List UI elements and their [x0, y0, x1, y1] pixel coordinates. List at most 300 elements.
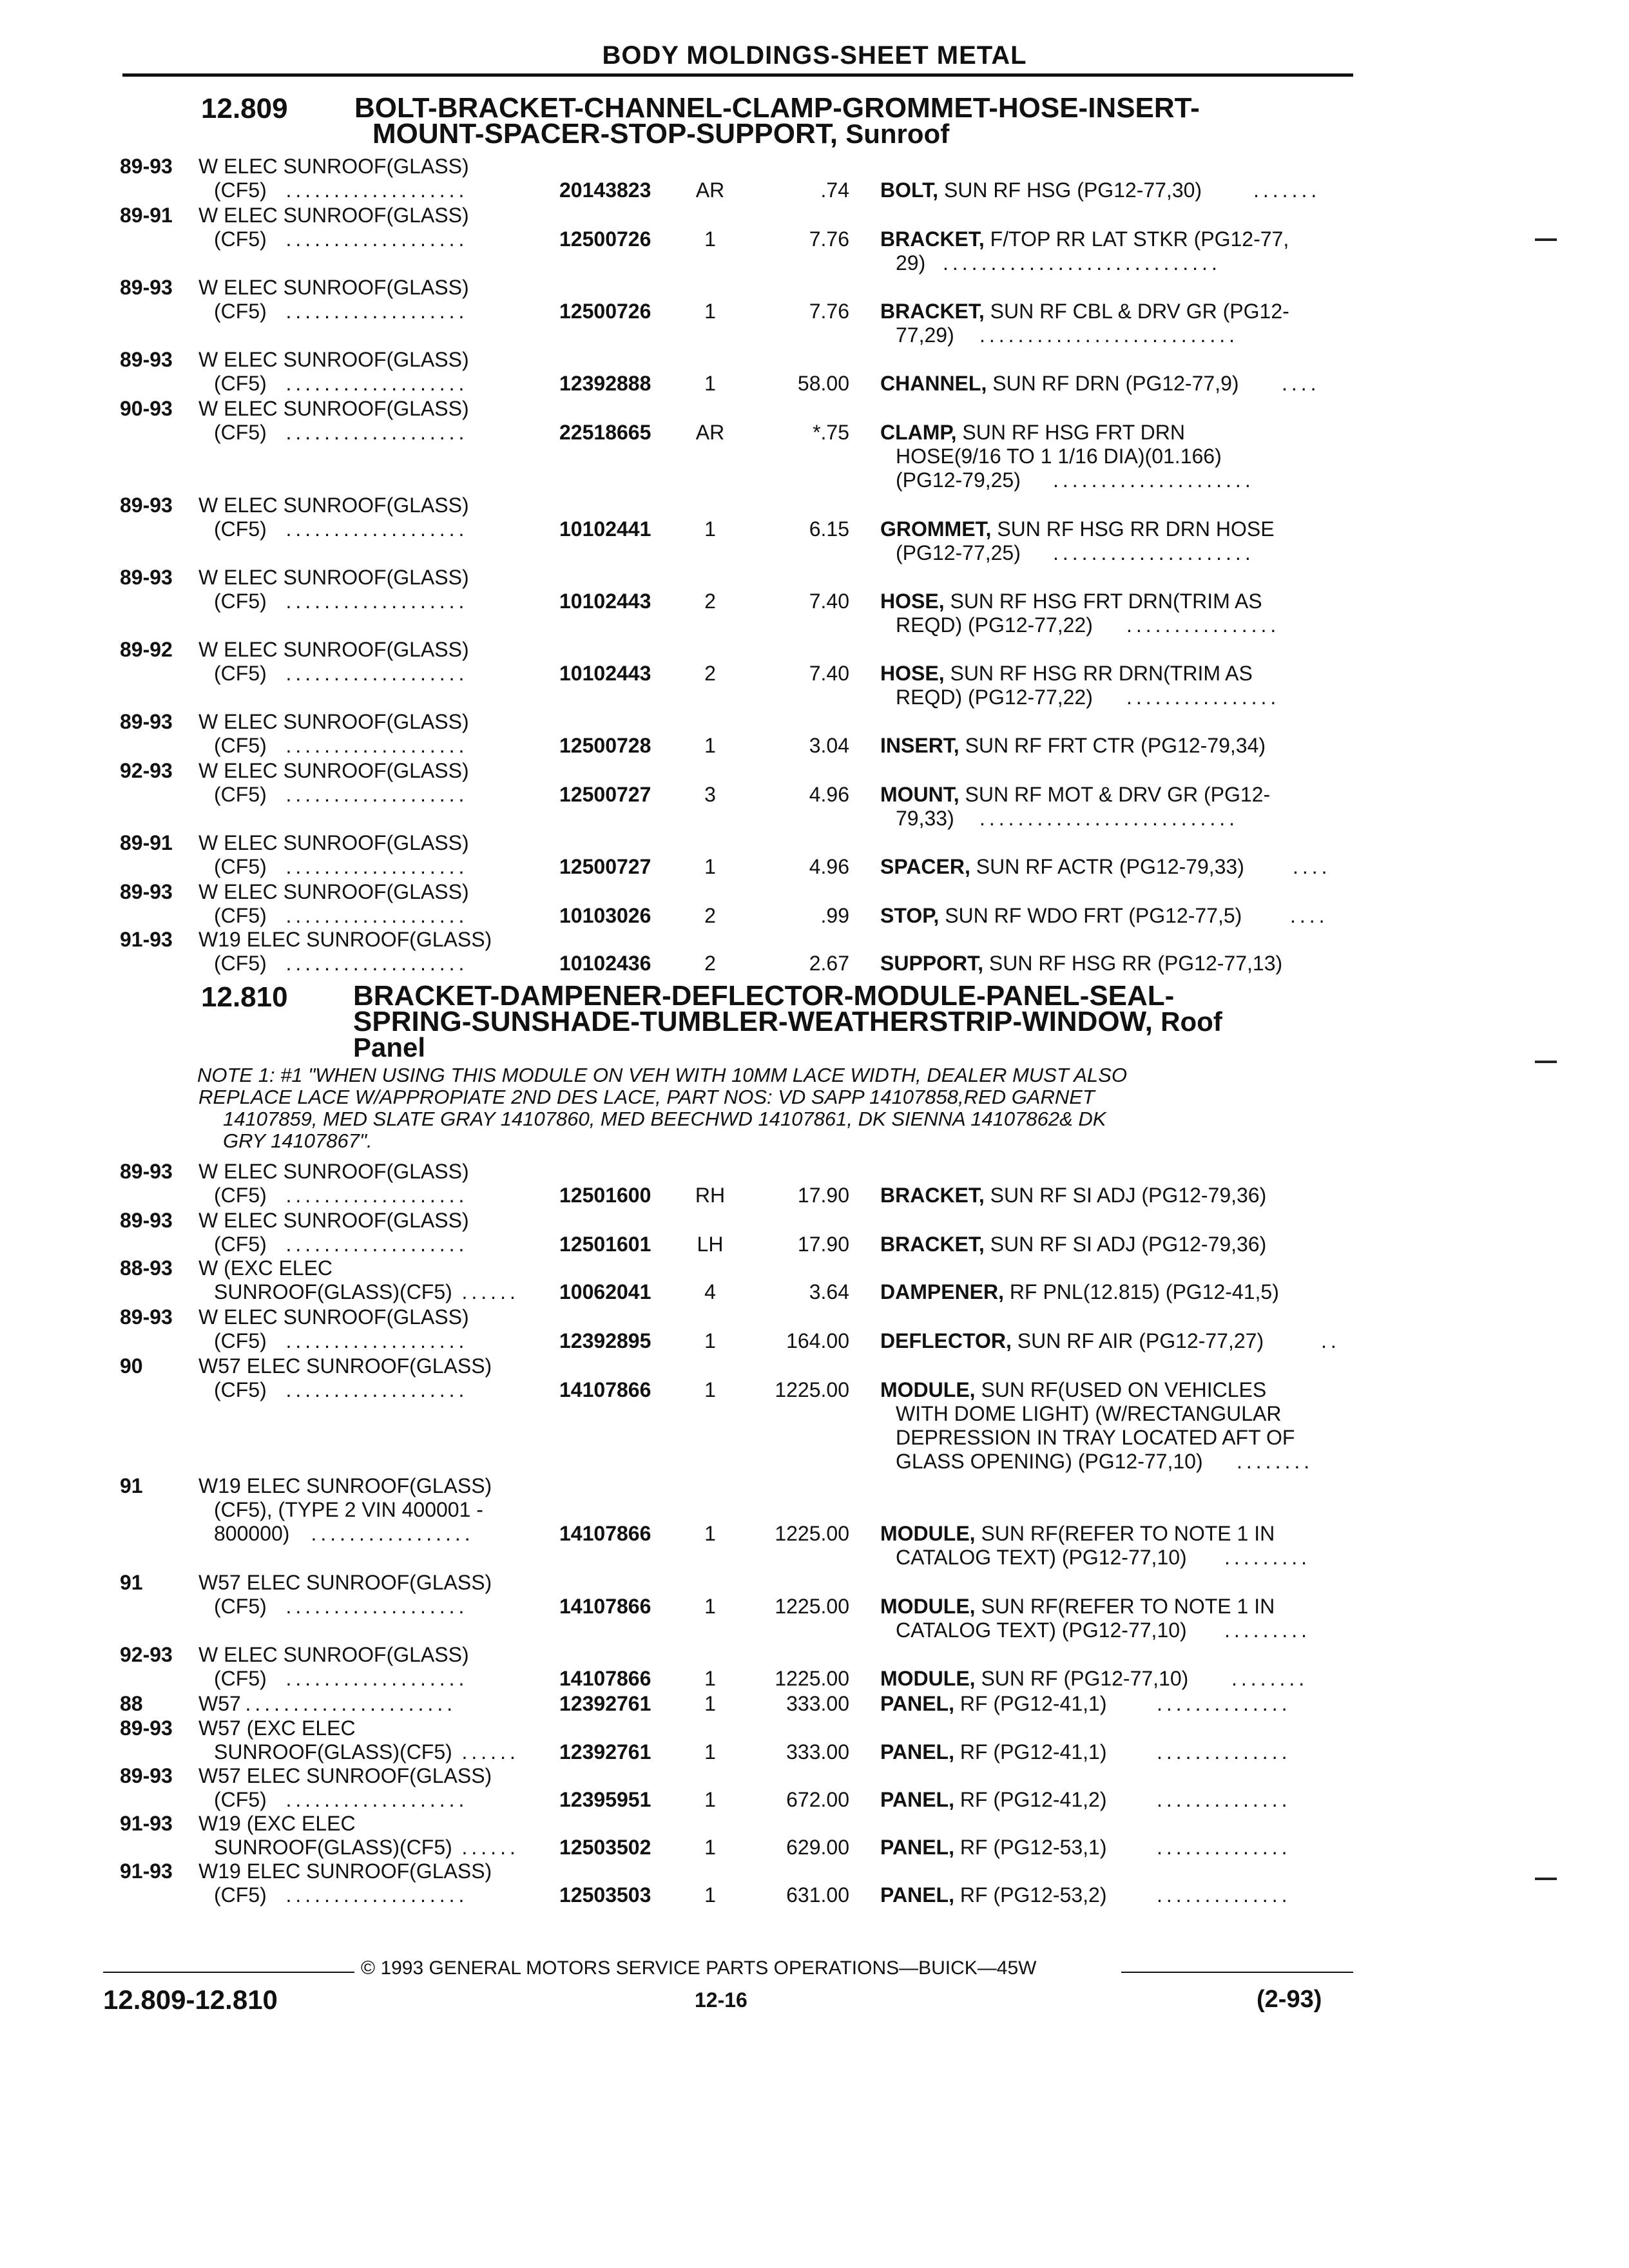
model-years: 88-93 [120, 1256, 173, 1280]
quantity: 2 [704, 662, 716, 685]
model-years: 89-91 [120, 831, 173, 854]
part-name: PANEL, [880, 1883, 954, 1907]
application-text: SUNROOF(GLASS)(CF5) [214, 1740, 452, 1763]
part-description [880, 1595, 1275, 1619]
part-name: CLAMP, [880, 421, 957, 444]
model-years: 90 [120, 1354, 143, 1378]
description-text: 79,33) [896, 807, 954, 830]
leader-dots: ...... [461, 1280, 519, 1303]
model-years: 92-93 [120, 1643, 173, 1666]
part-description [880, 372, 1239, 396]
model-years: 89-93 [120, 276, 173, 299]
application-text: W ELEC SUNROOF(GLASS) [198, 276, 469, 299]
part-description [880, 1233, 1266, 1256]
quantity: AR [695, 178, 725, 202]
price: 1225.00 [775, 1378, 849, 1401]
leader-dots: ................... [285, 952, 468, 975]
description-text: RF (PG12-53,2) [959, 1883, 1107, 1907]
leader-dots: ................... [285, 1184, 468, 1207]
leader-dots: ................... [285, 1329, 468, 1352]
part-description [880, 1329, 1264, 1353]
part-description [880, 855, 1244, 879]
model-years: 91 [120, 1571, 143, 1594]
leader-dots: ................... [285, 662, 468, 685]
leader-dots: ......... [1224, 1546, 1311, 1569]
price: 4.96 [809, 783, 849, 806]
quantity: 1 [704, 1836, 716, 1859]
part-number: 12501600 [559, 1184, 651, 1207]
quantity: 1 [704, 1667, 716, 1690]
leader-dots: .... [1293, 855, 1331, 878]
application-text: (CF5) [214, 372, 267, 395]
section-title [353, 980, 1222, 1062]
description-text: GLASS OPENING) (PG12-77,10) [896, 1450, 1203, 1473]
leader-dots: ................... [285, 1233, 468, 1256]
description-text: (PG12-79,25) [896, 468, 1021, 492]
application-text: SUNROOF(GLASS)(CF5) [214, 1280, 452, 1303]
application-text: W19 (EXC ELEC [198, 1812, 356, 1835]
part-name: PANEL, [880, 1836, 954, 1859]
quantity: 1 [704, 1329, 716, 1352]
part-number: 10102443 [559, 590, 651, 613]
application-text: W ELEC SUNROOF(GLASS) [198, 204, 469, 227]
application-text: SUNROOF(GLASS)(CF5) [214, 1836, 452, 1859]
leader-dots: ................... [285, 734, 468, 757]
part-description [880, 227, 1289, 251]
leader-dots: ........ [1231, 1667, 1309, 1690]
quantity: 1 [704, 1378, 716, 1401]
description-text: SUN RF WDO FRT (PG12-77,5) [945, 904, 1242, 927]
description-text: SUN RF MOT & DRV GR (PG12- [965, 783, 1271, 806]
part-number: 12500726 [559, 227, 651, 251]
application-text: W ELEC SUNROOF(GLASS) [198, 1209, 469, 1232]
description-text: SUN RF (PG12-77,10) [981, 1667, 1189, 1690]
leader-dots: ...................... [245, 1692, 457, 1715]
part-number: 10062041 [559, 1280, 651, 1303]
application-text: W ELEC SUNROOF(GLASS) [198, 1643, 469, 1666]
model-years: 89-93 [120, 880, 173, 903]
leader-dots: .............. [1157, 1788, 1291, 1811]
quantity: 1 [704, 517, 716, 541]
part-number: 12392761 [559, 1692, 651, 1715]
leader-dots: .... [1282, 372, 1320, 395]
application-text: (CF5) [214, 300, 267, 323]
part-number: 12500726 [559, 300, 651, 323]
part-name: BRACKET, [880, 227, 985, 251]
application-text: W ELEC SUNROOF(GLASS) [198, 397, 469, 420]
leader-dots: ................... [285, 178, 468, 202]
description-text: SUN RF ACTR (PG12-79,33) [976, 855, 1244, 878]
part-number: 12395951 [559, 1788, 651, 1811]
part-name: HOSE, [880, 590, 945, 613]
part-description [880, 1836, 1106, 1860]
part-name: PANEL, [880, 1788, 954, 1811]
leader-dots: ................... [285, 1883, 468, 1907]
application-text: (CF5) [214, 1883, 267, 1907]
application-text: (CF5) [214, 783, 267, 806]
leader-dots: .............. [1157, 1692, 1291, 1715]
leader-dots: .. [1321, 1329, 1340, 1352]
margin-mark [1535, 1061, 1557, 1063]
part-number: 14107866 [559, 1667, 651, 1690]
price: 17.90 [797, 1233, 849, 1256]
part-number: 14107866 [559, 1595, 651, 1618]
model-years: 89-93 [120, 494, 173, 517]
part-name: MODULE, [880, 1667, 976, 1690]
part-number: 10103026 [559, 904, 651, 927]
application-text: (CF5) [214, 1184, 267, 1207]
footer-section-range: 12.809-12.810 [103, 1984, 278, 2015]
application-text: W57 ELEC SUNROOF(GLASS) [198, 1764, 492, 1787]
application-text: (CF5) [214, 421, 267, 444]
leader-dots: ................... [285, 904, 468, 927]
section-title-line: SPRING-SUNSHADE-TUMBLER-WEATHERSTRIP-WINDOW, [353, 1006, 1153, 1037]
description-text: SUN RF SI ADJ (PG12-79,36) [990, 1184, 1267, 1207]
leader-dots: .............. [1157, 1883, 1291, 1907]
model-years: 91 [120, 1474, 143, 1497]
price: 3.04 [809, 734, 849, 757]
part-name: CHANNEL, [880, 372, 987, 395]
model-years: 89-92 [120, 638, 173, 661]
model-years: 89-91 [120, 204, 173, 227]
leader-dots: ....... [1253, 178, 1321, 202]
section-title-line: BOLT-BRACKET-CHANNEL-CLAMP-GROMMET-HOSE-INSERT- [354, 92, 1200, 124]
leader-dots: ................ [1126, 613, 1280, 637]
part-description [880, 1378, 1266, 1402]
application-text: W ELEC SUNROOF(GLASS) [198, 638, 469, 661]
description-text: SUN RF HSG FRT DRN [962, 421, 1185, 444]
part-number: 22518665 [559, 421, 651, 444]
application-text: (CF5) [214, 1233, 267, 1256]
price: 1225.00 [775, 1595, 849, 1618]
quantity: 4 [704, 1280, 716, 1303]
price: 164.00 [786, 1329, 849, 1352]
application-text: W19 ELEC SUNROOF(GLASS) [198, 928, 492, 951]
part-name: PANEL, [880, 1740, 954, 1763]
quantity: 1 [704, 1522, 716, 1545]
price: 333.00 [786, 1740, 849, 1763]
application-text: W57 [198, 1692, 241, 1715]
part-description [880, 421, 1185, 445]
price: 7.40 [809, 590, 849, 613]
section-title-line: BRACKET-DAMPENER-DEFLECTOR-MODULE-PANEL-SEAL- [353, 980, 1175, 1012]
part-name: GROMMET, [880, 517, 992, 541]
application-text: W (EXC ELEC [198, 1256, 333, 1280]
part-number: 12500727 [559, 855, 651, 878]
description-text: RF (PG12-53,1) [959, 1836, 1107, 1859]
description-text: F/TOP RR LAT STKR (PG12-77, [990, 227, 1289, 251]
application-text: (CF5) [214, 1595, 267, 1618]
quantity: 1 [704, 1692, 716, 1715]
model-years: 89-93 [120, 1764, 173, 1787]
part-name: INSERT, [880, 734, 959, 757]
application-text: W ELEC SUNROOF(GLASS) [198, 710, 469, 733]
description-text: RF PNL(12.815) (PG12-41,5) [1009, 1280, 1279, 1303]
part-name: BOLT, [880, 178, 939, 202]
application-text: (CF5) [214, 734, 267, 757]
leader-dots: ................... [285, 517, 468, 541]
model-years: 89-93 [120, 1160, 173, 1183]
application-text: W ELEC SUNROOF(GLASS) [198, 831, 469, 854]
leader-dots: ............................. [943, 251, 1221, 274]
price: 672.00 [786, 1788, 849, 1811]
part-number: 12500728 [559, 734, 651, 757]
quantity: 1 [704, 734, 716, 757]
leader-dots: ................... [285, 855, 468, 878]
part-number: 14107866 [559, 1378, 651, 1401]
leader-dots: ........................... [979, 323, 1239, 347]
description-text: 77,29) [896, 323, 954, 347]
leader-dots: ...... [461, 1836, 519, 1859]
part-number: 20143823 [559, 178, 651, 202]
part-description [880, 1883, 1106, 1907]
application-text: W57 (EXC ELEC [198, 1716, 356, 1740]
price: 629.00 [786, 1836, 849, 1859]
application-text: W ELEC SUNROOF(GLASS) [198, 348, 469, 371]
description-text: (PG12-77,25) [896, 541, 1021, 564]
description-text: 29) [896, 251, 926, 274]
model-years: 91-93 [120, 928, 173, 951]
price: 4.96 [809, 855, 849, 878]
quantity: 1 [704, 1883, 716, 1907]
model-years: 91-93 [120, 1812, 173, 1835]
application-text: (CF5) [214, 1378, 267, 1401]
part-description [880, 590, 1262, 613]
description-text: SUN RF HSG RR DRN HOSE [997, 517, 1275, 541]
part-description [880, 1692, 1106, 1716]
footer-rule [1121, 1972, 1353, 1973]
price: 1225.00 [775, 1522, 849, 1545]
quantity: AR [695, 421, 725, 444]
description-text: SUN RF(REFER TO NOTE 1 IN [981, 1522, 1275, 1545]
part-number: 12501601 [559, 1233, 651, 1256]
quantity: 2 [704, 904, 716, 927]
description-text: SUN RF(USED ON VEHICLES [981, 1378, 1267, 1401]
leader-dots: ......... [1224, 1619, 1311, 1642]
leader-dots: ................... [285, 590, 468, 613]
part-number: 10102443 [559, 662, 651, 685]
application-text: (CF5) [214, 178, 267, 202]
note-line: REPLACE LACE W/APPROPIATE 2ND DES LACE, PART NOS: VD SAPP 14107858,RED GARNET [198, 1086, 1095, 1108]
part-description [880, 300, 1289, 323]
application-text: (CF5) [214, 1788, 267, 1811]
part-description [880, 1522, 1275, 1546]
application-text: W ELEC SUNROOF(GLASS) [198, 494, 469, 517]
section-title-suffix: Roof [1161, 1006, 1222, 1037]
description-text: RF (PG12-41,1) [959, 1740, 1107, 1763]
part-description [880, 904, 1242, 928]
page-header-title: BODY MOLDINGS-SHEET METAL [602, 41, 1027, 70]
part-number: 12392895 [559, 1329, 651, 1352]
description-text: CATALOG TEXT) (PG12-77,10) [896, 1619, 1187, 1642]
application-text: (CF5) [214, 904, 267, 927]
part-name: BRACKET, [880, 1184, 985, 1207]
price: 7.40 [809, 662, 849, 685]
leader-dots: ................ [1126, 686, 1280, 709]
description-text: CATALOG TEXT) (PG12-77,10) [896, 1546, 1187, 1569]
footer-page-number: 12-16 [695, 1988, 747, 2012]
part-description [880, 1184, 1266, 1207]
application-text: W ELEC SUNROOF(GLASS) [198, 759, 469, 782]
application-text: W19 ELEC SUNROOF(GLASS) [198, 1860, 492, 1883]
application-text: W ELEC SUNROOF(GLASS) [198, 1305, 469, 1329]
application-text: (CF5) [214, 855, 267, 878]
part-number: 10102441 [559, 517, 651, 541]
model-years: 89-93 [120, 1305, 173, 1329]
application-text: W57 ELEC SUNROOF(GLASS) [198, 1571, 492, 1594]
section-title-line: MOUNT-SPACER-STOP-SUPPORT, [372, 118, 838, 149]
note-line: GRY 14107867". [223, 1129, 372, 1152]
part-name: SUPPORT, [880, 952, 984, 975]
model-years: 89-93 [120, 1716, 173, 1740]
price: 7.76 [809, 300, 849, 323]
part-description [880, 1740, 1106, 1764]
part-number: 14107866 [559, 1522, 651, 1545]
price: 7.76 [809, 227, 849, 251]
margin-mark [1535, 1878, 1557, 1880]
application-text: (CF5) [214, 1667, 267, 1690]
part-number: 12392761 [559, 1740, 651, 1763]
footer-copyright: © 1993 GENERAL MOTORS SERVICE PARTS OPERATIONS—BUICK—45W [361, 1957, 1037, 1979]
price: .74 [820, 178, 849, 202]
quantity: 3 [704, 783, 716, 806]
part-name: SPACER, [880, 855, 970, 878]
part-name: DAMPENER, [880, 1280, 1005, 1303]
application-text: W ELEC SUNROOF(GLASS) [198, 1160, 469, 1183]
note-line: 14107859, MED SLATE GRAY 14107860, MED BEECHWD 14107861, DK SIENNA 14107862& DK [223, 1108, 1106, 1130]
part-description [880, 517, 1275, 541]
price: 58.00 [797, 372, 849, 395]
description-text: REQD) (PG12-77,22) [896, 613, 1093, 637]
section-number: 12.810 [201, 981, 288, 1013]
quantity: 1 [704, 300, 716, 323]
quantity: 1 [704, 1788, 716, 1811]
part-description [880, 952, 1282, 975]
header-rule [122, 73, 1353, 77]
description-text: SUN RF HSG RR DRN(TRIM AS [950, 662, 1253, 685]
part-number: 12503503 [559, 1883, 651, 1907]
leader-dots: ................... [285, 1788, 468, 1811]
description-text: WITH DOME LIGHT) (W/RECTANGULAR [896, 1402, 1282, 1425]
part-name: BRACKET, [880, 1233, 985, 1256]
leader-dots: ................... [285, 1595, 468, 1618]
model-years: 90-93 [120, 397, 173, 420]
application-text: W ELEC SUNROOF(GLASS) [198, 566, 469, 589]
part-number: 10102436 [559, 952, 651, 975]
model-years: 92-93 [120, 759, 173, 782]
description-text: HOSE(9/16 TO 1 1/16 DIA)(01.166) [896, 445, 1222, 468]
description-text: SUN RF DRN (PG12-77,9) [992, 372, 1239, 395]
application-text: W ELEC SUNROOF(GLASS) [198, 880, 469, 903]
quantity: 1 [704, 855, 716, 878]
description-text: DEPRESSION IN TRAY LOCATED AFT OF [896, 1426, 1295, 1449]
application-text: (CF5) [214, 590, 267, 613]
quantity: 1 [704, 1740, 716, 1763]
model-years: 89-93 [120, 1209, 173, 1232]
leader-dots: .............. [1157, 1836, 1291, 1859]
price: 3.64 [809, 1280, 849, 1303]
part-description [880, 178, 1202, 202]
quantity: RH [695, 1184, 726, 1207]
description-text: SUN RF CBL & DRV GR (PG12- [990, 300, 1289, 323]
description-text: RF (PG12-41,1) [959, 1692, 1107, 1715]
quantity: 1 [704, 1595, 716, 1618]
leader-dots: ..................... [1053, 541, 1255, 564]
part-number: 12500727 [559, 783, 651, 806]
part-name: MOUNT, [880, 783, 959, 806]
leader-dots: ................... [285, 372, 468, 395]
model-years: 89-93 [120, 710, 173, 733]
price: 17.90 [797, 1184, 849, 1207]
application-text: W57 ELEC SUNROOF(GLASS) [198, 1354, 492, 1378]
part-description [880, 734, 1266, 758]
description-text: SUN RF AIR (PG12-77,27) [1017, 1329, 1264, 1352]
leader-dots: ........ [1237, 1450, 1314, 1473]
application-text: W19 ELEC SUNROOF(GLASS) [198, 1474, 492, 1497]
leader-dots: ..................... [1053, 468, 1255, 492]
section-title [354, 92, 1200, 149]
leader-dots: ...... [461, 1740, 519, 1763]
price: 6.15 [809, 517, 849, 541]
leader-dots: ................... [285, 1667, 468, 1690]
part-name: MODULE, [880, 1595, 976, 1618]
part-description [880, 783, 1270, 807]
description-text: SUN RF HSG RR (PG12-77,13) [988, 952, 1283, 975]
leader-dots: ................. [311, 1522, 474, 1545]
description-text: SUN RF HSG (PG12-77,30) [943, 178, 1202, 202]
part-description [880, 1667, 1188, 1691]
leader-dots: ........................... [979, 807, 1239, 830]
price: 1225.00 [775, 1667, 849, 1690]
part-description [880, 1788, 1106, 1812]
part-description [880, 662, 1253, 686]
description-text: REQD) (PG12-77,22) [896, 686, 1093, 709]
part-name: HOSE, [880, 662, 945, 685]
description-text: SUN RF FRT CTR (PG12-79,34) [965, 734, 1266, 757]
description-text: SUN RF SI ADJ (PG12-79,36) [990, 1233, 1267, 1256]
catalog-note [197, 1064, 1127, 1152]
application-text: (CF5) [214, 517, 267, 541]
part-number: 12503502 [559, 1836, 651, 1859]
quantity: 1 [704, 372, 716, 395]
part-name: DEFLECTOR, [880, 1329, 1012, 1352]
leader-dots: ................... [285, 300, 468, 323]
application-text: (CF5) [214, 227, 267, 251]
price: 2.67 [809, 952, 849, 975]
application-text: (CF5), (TYPE 2 VIN 400001 - [214, 1498, 483, 1521]
description-text: SUN RF HSG FRT DRN(TRIM AS [950, 590, 1262, 613]
leader-dots: ................... [285, 783, 468, 806]
part-name: MODULE, [880, 1378, 976, 1401]
model-years: 88 [120, 1692, 143, 1715]
part-name: MODULE, [880, 1522, 976, 1545]
section-title-suffix: Sunroof [845, 119, 950, 149]
application-text: 800000) [214, 1522, 290, 1545]
section-number: 12.809 [201, 93, 288, 124]
model-years: 89-93 [120, 348, 173, 371]
footer-date: (2-93) [1257, 1986, 1322, 2013]
footer-rule [103, 1972, 354, 1973]
application-text: W ELEC SUNROOF(GLASS) [198, 155, 469, 178]
section-title-suffix: Panel [353, 1032, 426, 1062]
leader-dots: .............. [1157, 1740, 1291, 1763]
leader-dots: .... [1290, 904, 1329, 927]
price: .99 [820, 904, 849, 927]
price: 631.00 [786, 1883, 849, 1907]
model-years: 89-93 [120, 566, 173, 589]
part-name: PANEL, [880, 1692, 954, 1715]
application-text: (CF5) [214, 1329, 267, 1352]
